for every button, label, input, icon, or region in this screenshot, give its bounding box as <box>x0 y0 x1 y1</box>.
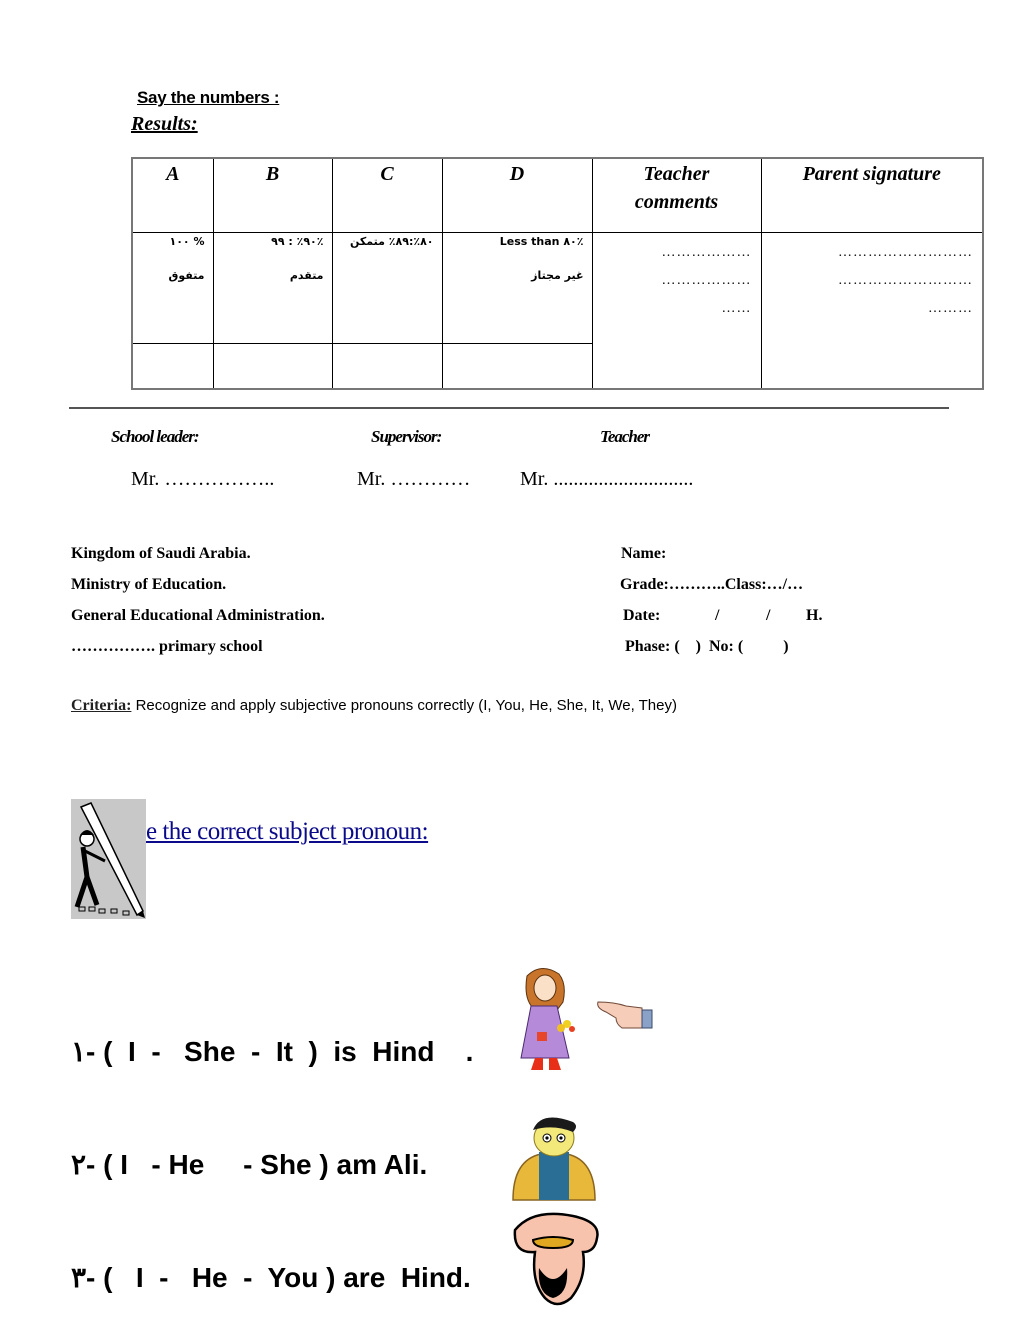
teacher-label: Teacher <box>600 427 650 446</box>
col-header-c: C <box>332 158 442 232</box>
administration-line: General Educational Administration. <box>71 607 325 624</box>
grade-c-range: ٨٠٪:٨٩٪ متمكن <box>349 234 434 248</box>
name-field[interactable]: Name: <box>621 545 667 562</box>
ministry-line: Ministry of Education. <box>71 576 227 593</box>
comment-line: ……………… <box>661 272 752 288</box>
pointing-hand-icon <box>596 998 656 1032</box>
grade-d-cell <box>442 232 592 343</box>
grade-c-cell <box>332 232 442 343</box>
exercise-title: e the correct subject pronoun: <box>146 818 429 845</box>
results-table <box>131 157 984 390</box>
date-suffix: H. <box>806 607 823 624</box>
grade-d-mark[interactable] <box>442 343 592 389</box>
criteria-label: Criteria: <box>71 697 132 714</box>
supervisor-label: Supervisor: <box>371 427 442 446</box>
grade-class-field[interactable]: Grade:………..Class:…/… <box>620 576 804 593</box>
grade-c-mark[interactable] <box>332 343 442 389</box>
criteria <box>71 697 677 715</box>
grade-d-label: غير مجتاز <box>531 268 584 282</box>
grade-a-label: متفوق <box>168 268 205 282</box>
grade-b-cell <box>213 232 332 343</box>
col-header-d: D <box>442 158 592 232</box>
col-header-a: A <box>132 158 213 232</box>
date-sep: / <box>715 607 720 624</box>
divider <box>69 407 949 409</box>
teacher-comments-line2: comments <box>634 191 719 213</box>
signature-line: ……………………… <box>838 244 973 260</box>
grade-d-range: Less than ٨٠٪ <box>499 234 584 248</box>
school-line: ……………. primary school <box>71 638 263 655</box>
parent-signature-field[interactable] <box>761 232 983 389</box>
grade-b-range: ٩٠٪ : ٩٩٪ <box>271 234 324 248</box>
grade-a-range: ١٠٠ % <box>169 234 205 248</box>
criteria-text: Recognize and apply subjective pronouns correctly (I, You, He, She, It, We, They) <box>131 697 677 714</box>
signature-line: ……… <box>928 300 973 316</box>
grade-a-mark[interactable] <box>132 343 213 389</box>
teacher-comments-field[interactable] <box>592 232 761 389</box>
comment-line: ……………… <box>661 244 752 260</box>
school-leader-name: Mr. …………….. <box>131 468 275 490</box>
results-heading: Results: <box>131 113 198 135</box>
say-numbers-heading: Say the numbers : <box>137 88 280 107</box>
question-3: ٣- ( I - He - You ) are Hind. <box>71 1262 471 1293</box>
boy-with-pencil-icon <box>71 799 146 919</box>
grade-b-label: متقدم <box>289 268 324 282</box>
date-field[interactable] <box>623 607 843 625</box>
date-label: Date: <box>623 607 661 624</box>
grade-b-mark[interactable] <box>213 343 332 389</box>
man-pointing-icon <box>505 1208 601 1308</box>
boy-icon <box>509 1112 599 1204</box>
girl-icon <box>515 962 585 1074</box>
col-header-b: B <box>213 158 332 232</box>
teacher-comments-line1: Teacher <box>643 163 710 185</box>
question-2: ٢- ( I - He - She ) am Ali. <box>71 1149 428 1180</box>
signature-line: ……………………… <box>838 272 973 288</box>
grade-a-cell <box>132 232 213 343</box>
col-header-teacher-comments <box>592 158 761 232</box>
col-header-parent-signature: Parent signature <box>761 158 983 232</box>
phase-number-field[interactable]: Phase: ( ) No: ( ) <box>625 638 789 655</box>
date-sep: / <box>766 607 771 624</box>
supervisor-name: Mr. ………… <box>357 468 471 490</box>
school-leader-label: School leader: <box>111 427 199 446</box>
comment-line: …… <box>721 300 752 316</box>
teacher-name: Mr. ............................ <box>520 468 694 490</box>
kingdom-line: Kingdom of Saudi Arabia. <box>71 545 251 562</box>
question-1: ١- ( I - She - It ) is Hind . <box>71 1036 474 1067</box>
